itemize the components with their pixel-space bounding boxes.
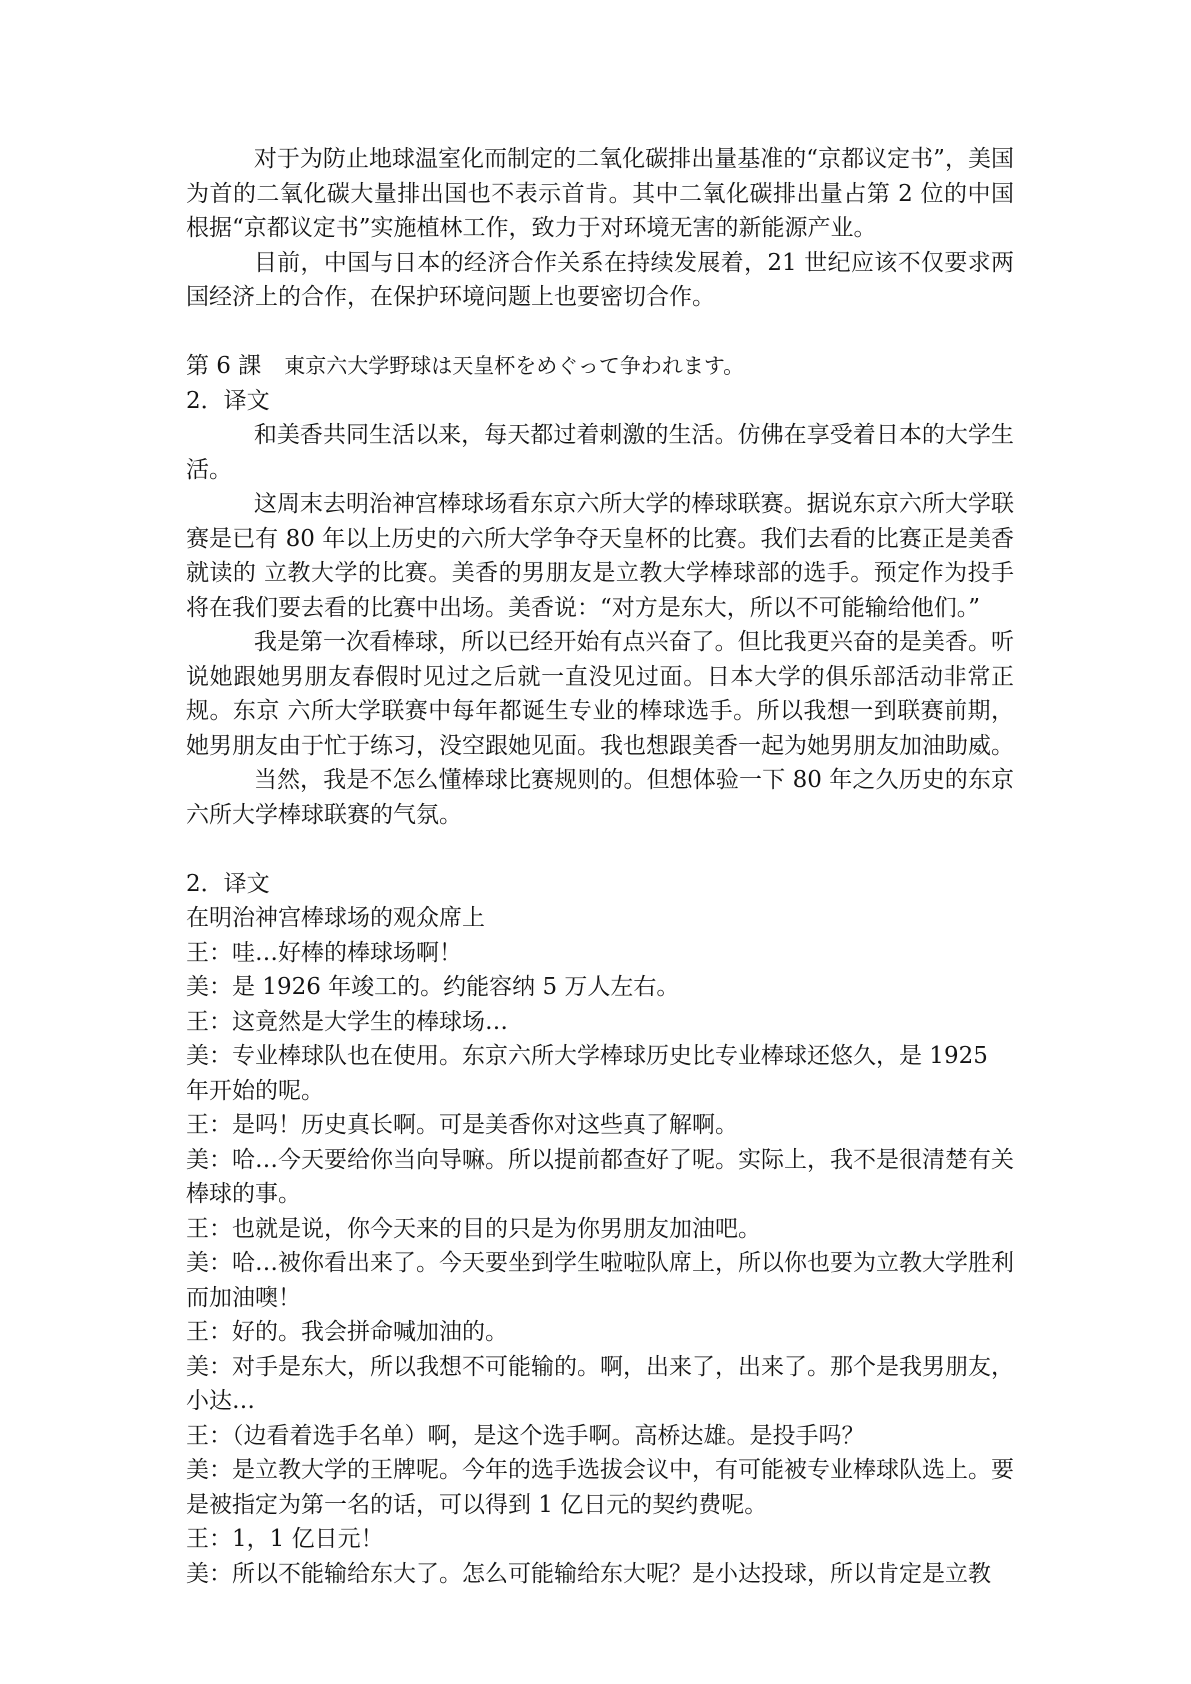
dialogue-line: 王：也就是说，你今天来的目的只是为你男朋友加油吧。 [186,1215,761,1242]
lesson-title: 東京六大学野球は天皇杯をめぐって争われます。 [284,354,745,378]
intro-paragraph-2: 目前，中国与日本的经济合作关系在持续发展着，21 世纪应该不仅要求两国经济上的合作，在保护环境问题上也要密切合作。 [186,249,1014,310]
document-page [186,142,1014,1591]
section-1-paragraph-3: 我是第一次看棒球，所以已经开始有点兴奋了。但比我更兴奋的是美香。听说她跟她男朋友春假时见过之后就一直没见过面。日本大学的俱乐部活动非常正规。东京 六所大学联赛中每年都诞生专业的棒球选手。所以我想一到联赛前期，她男朋友由于忙于练习，没空跟她见面。我也想跟美香一起为她男朋友加油助威。 [186,629,1014,759]
spacer [186,315,1014,350]
dialogue-line: 美：哈…被你看出来了。今天要坐到学生啦啦队席上，所以你也要为立教大学胜利而加油噢！ [186,1250,1014,1311]
lesson-heading [186,349,1014,384]
dialogue-line: 王：1，1 亿日元！ [186,1526,384,1552]
dialogue-line: 王：（边看着选手名单）啊，是这个选手啊。高桥达雄。是投手吗？ [186,1422,865,1449]
dialogue-line: 王：是吗！历史真长啊。可是美香你对这些真了解啊。 [186,1112,738,1138]
section-1-label: 2．译文 [186,387,270,414]
dialogue-line: 美：专业棒球队也在使用。东京六所大学棒球历史比专业棒球还悠久，是 1925 年开始的呢。 [186,1043,988,1104]
lesson-number: 第 6 課 [186,353,262,379]
section-2-label: 2．译文 [186,870,270,897]
dialogue-line: 美：是立教大学的王牌呢。今年的选手选拔会议中，有可能被专业棒球队选上。要是被指定为第一名的话，可以得到 1 亿日元的契约费呢。 [186,1457,1014,1518]
dialogue-line: 美：对手是东大，所以我想不可能输的。啊，出来了，出来了。那个是我男朋友，小达… [186,1353,1014,1414]
dialogue-line: 王：这竟然是大学生的棒球场… [186,1008,508,1035]
spacer [186,832,1014,867]
dialogue-line: 王：好的。我会拼命喊加油的。 [186,1319,508,1345]
scene-description: 在明治神宫棒球场的观众席上 [186,905,485,931]
dialogue-line: 美：是 1926 年竣工的。约能容纳 5 万人左右。 [186,974,680,1000]
dialogue-line: 王：哇…好棒的棒球场啊！ [186,939,462,966]
dialogue-line: 美：哈…今天要给你当向导嘛。所以提前都查好了呢。实际上，我不是很清楚有关棒球的事。 [186,1146,1014,1207]
section-1-paragraph-4: 当然，我是不怎么懂棒球比赛规则的。但想体验一下 80 年之久历史的东京六所大学棒球联赛的气氛。 [186,767,1014,828]
section-1-paragraph-1: 和美香共同生活以来，每天都过着刺激的生活。仿佛在享受着日本的大学生活。 [186,422,1014,483]
section-1-paragraph-2: 这周末去明治神宫棒球场看东京六所大学的棒球联赛。据说东京六所大学联赛是已有 80 年以上历史的六所大学争夺天皇杯的比赛。我们去看的比赛正是美香就读的 立教大学的比赛。美香的男朋友是立教大学棒球部的选手。预定作为投手将在我们要去看的比赛中出场。美香说：“对方是东大，所以不可能输给他们。” [186,491,1014,621]
dialogue-line: 美：所以不能输给东大了。怎么可能输给东大呢？是小达投球，所以肯定是立教 [186,1560,991,1587]
intro-paragraph-1: 对于为防止地球温室化而制定的二氧化碳排出量基准的“京都议定书”，美国为首的二氧化碳大量排出国也不表示首肯。其中二氧化碳排出量占第 2 位的中国根据“京都议定书”实施植林工作，致力于对环境无害的新能源产业。 [186,146,1014,241]
